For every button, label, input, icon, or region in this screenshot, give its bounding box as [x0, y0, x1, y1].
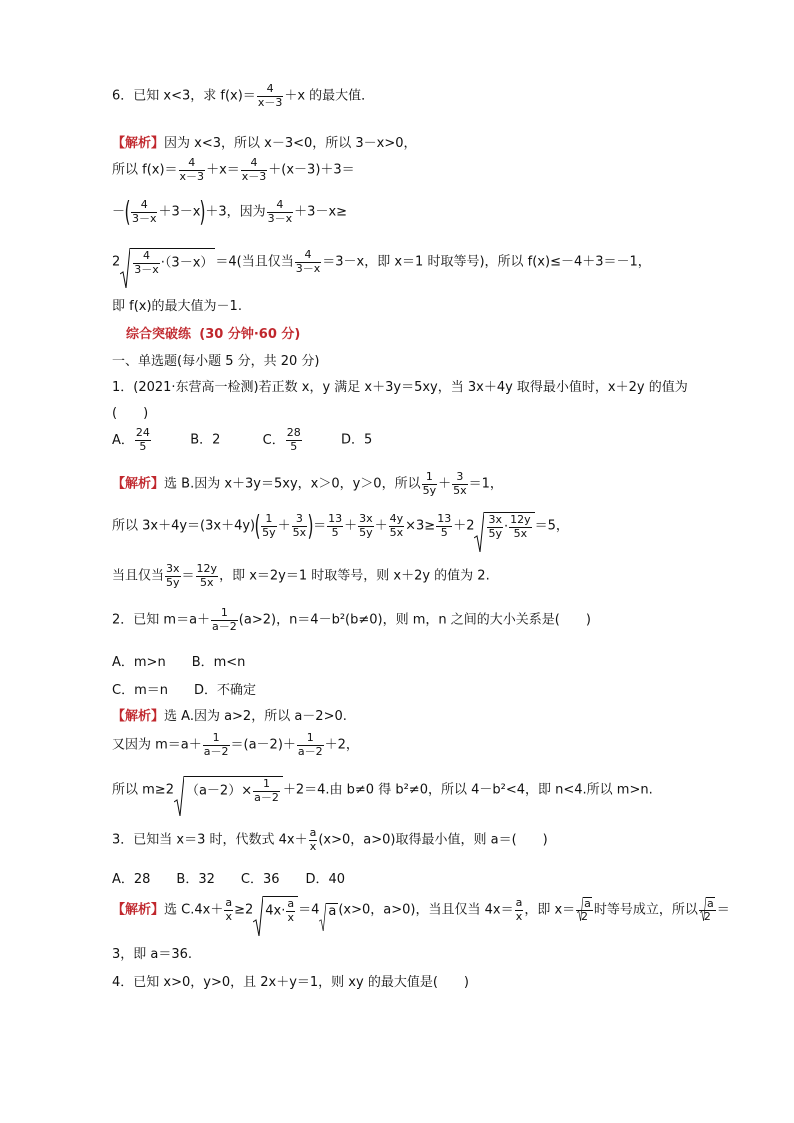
option-c: C． $\frac{28}{5}$	[262, 426, 301, 453]
section-title: 综合突破练 (30 分钟·60 分)	[126, 326, 301, 342]
q3-stem: 3．已知当 x＝3 时，代数式 4x＋ $\frac{a}{x}$ (x>0，a>0)取得最小值，则 a＝( )	[112, 826, 548, 853]
q2-options-2: C．m＝n D．不确定	[112, 682, 256, 698]
option-b: B．2	[190, 432, 221, 448]
option-a: A． $\frac{24}{5}$	[112, 426, 150, 453]
q1-solution-line-3: 当且仅当 $\frac{3x}{5y}$ ＝ $\frac{12y}{5x}$ ，即 x＝2y＝1 时取等号，则 x＋2y 的值为 2.	[112, 562, 490, 589]
fraction: $\frac{4}{x-3}$	[257, 82, 283, 109]
q2-options-1: A．m>n B．m<n	[112, 654, 246, 670]
square-root: （a－2）× $\frac{1}{a-2}$	[174, 776, 283, 804]
square-root: $\frac{3x}{5y}$ · $\frac{12y}{5x}$	[474, 512, 534, 540]
square-root: $\frac{4}{3-x}$ ·（3－x）	[120, 248, 215, 276]
square-root: a	[319, 903, 338, 918]
q2-solution-line-3: 所以 m≥2 （a－2）× $\frac{1}{a-2}$ ＋2＝4.由 b≠0 得 b²≠0，所以 4－b²<4，即 n<4.所以 m>n.	[112, 776, 653, 804]
q1-stem-2: ( )	[112, 405, 149, 421]
q6-solution-line-3: －( $\frac{4}{3-x}$ ＋3－x)＋3，因为 $\frac{4}{3-x}$ ＋3－x≥	[112, 195, 348, 228]
q6-solution-line-1: 【解析】因为 x<3，所以 x－3<0，所以 3－x>0，	[112, 135, 417, 151]
q1-solution-line-2: 所以 3x＋4y＝(3x＋4y)( $\frac{1}{5y}$ ＋ $\frac{3}{5x}$ )＝ $\frac{13}{5}$ ＋ $\frac{3x}{5y}$ ＋ $\frac{4y}{5x}$ ×3≥ $\frac{13}{5}$ ＋2 $\frac{3x}{5y}$ · $\frac{12y}{5x}$ ＝5，	[112, 512, 569, 540]
q1-options	[112, 427, 372, 453]
q6-solution-line-2: 所以 f(x)＝ $\frac{4}{x-3}$ ＋x＝ $\frac{4}{x-3}$ ＋(x－3)＋3＝	[112, 156, 355, 183]
q1-solution-line-1: 【解析】选 B.因为 x＋3y＝5xy，x＞0，y＞0，所以 $\frac{1}{5y}$ ＋ $\frac{3}{5x}$ ＝1，	[112, 470, 503, 497]
q4-stem: 4．已知 x>0，y>0，且 2x＋y＝1，则 xy 的最大值是( )	[112, 974, 469, 990]
q1-stem-1: 1．(2021·东营高一检测)若正数 x，y 满足 x＋3y＝5xy，当 3x＋4y 取得最小值时，x＋2y 的值为	[112, 379, 688, 395]
analysis-label: 【解析】	[112, 135, 165, 151]
q6-solution-line-5: 即 f(x)的最大值为－1.	[112, 298, 242, 314]
square-root: 4x· $\frac{a}{x}$	[253, 896, 298, 924]
q3-options: A．28 B．32 C．36 D．40	[112, 871, 346, 887]
q3-solution-line-1: 【解析】选 C.4x＋ $\frac{a}{x}$ ≥2 4x· $\frac{a}{x}$ ＝4 a (x>0，a>0)，当且仅当 4x＝ $\frac{a}{x}$ ，即 x＝ $\frac{a}{2}$ 时等号成立，所以 $\frac{a}{2}$ ＝	[112, 896, 730, 924]
q2-solution-line-1: 【解析】选 A.因为 a>2，所以 a－2>0.	[112, 708, 347, 724]
q2-stem: 2．已知 m＝a＋ $\frac{1}{a-2}$ (a>2)，n＝4－b²(b≠0)，则 m，n 之间的大小关系是( )	[112, 606, 591, 633]
q2-solution-line-2: 又因为 m＝a＋ $\frac{1}{a-2}$ ＝(a－2)＋ $\frac{1}{a-2}$ ＋2，	[112, 731, 359, 758]
part-title: 一、单选题(每小题 5 分，共 20 分)	[112, 353, 320, 369]
q6-stem: 6．已知 x<3，求 f(x)＝ $\frac{4}{x-3}$ ＋x 的最大值．	[112, 82, 375, 109]
q6-solution-line-4: 2 $\frac{4}{3-x}$ ·（3－x） ＝4(当且仅当 $\frac{4}{3-x}$ ＝3－x，即 x＝1 时取等号)，所以 f(x)≤－4＋3＝－1，	[112, 248, 651, 276]
option-d: D．5	[341, 432, 373, 448]
q3-solution-line-2: 3，即 a＝36.	[112, 946, 193, 962]
